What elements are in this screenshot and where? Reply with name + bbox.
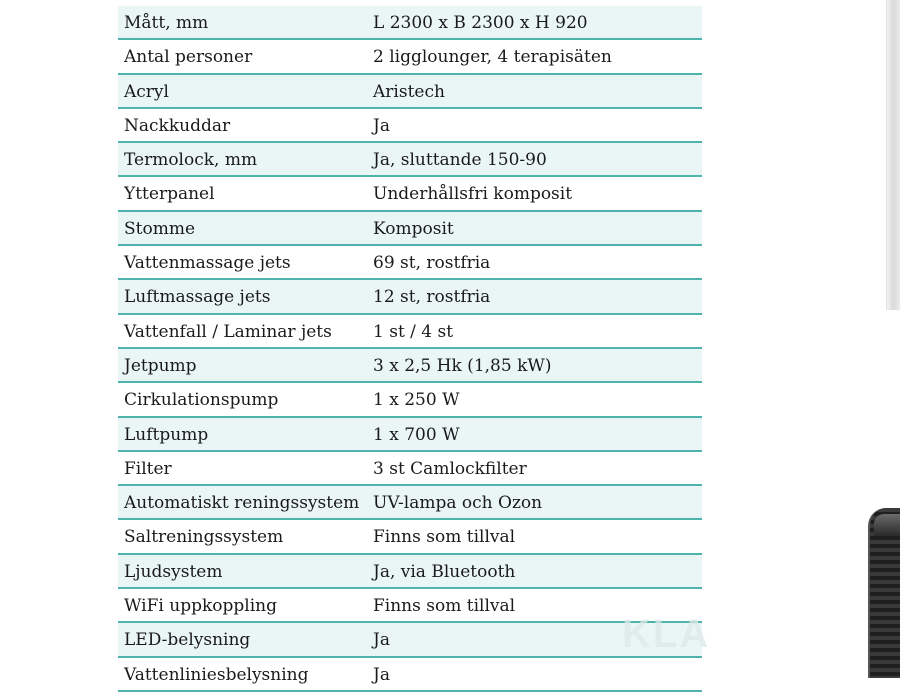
spec-value: 69 st, rostfria	[373, 253, 491, 274]
spec-label: Cirkulationspump	[124, 390, 279, 411]
spec-label: Stomme	[124, 218, 196, 239]
spec-row	[118, 280, 702, 314]
spec-row	[118, 520, 702, 554]
spec-row	[118, 383, 702, 417]
spec-label: Acryl	[124, 81, 169, 102]
spec-value: Finns som tillval	[373, 527, 516, 548]
spec-row	[118, 589, 702, 623]
spec-value: Finns som tillval	[373, 596, 516, 617]
spec-value: Ja	[373, 664, 390, 685]
spec-label: Nackkuddar	[124, 115, 231, 136]
spec-label: Antal personer	[124, 47, 253, 68]
spec-row	[118, 6, 702, 40]
product-photo-bottom-edge	[868, 508, 900, 678]
spec-value: Ja	[373, 630, 390, 651]
spec-value: Aristech	[373, 81, 445, 102]
spec-value: Komposit	[373, 218, 454, 239]
spec-row	[118, 75, 702, 109]
spec-row	[118, 40, 702, 74]
spec-row	[118, 109, 702, 143]
spec-row	[118, 486, 702, 520]
spec-value: UV-lampa och Ozon	[373, 493, 543, 514]
spec-label: WiFi uppkoppling	[124, 596, 277, 617]
spec-label: LED-belysning	[124, 630, 251, 651]
product-photo-lid	[874, 514, 900, 536]
spec-row	[118, 315, 702, 349]
watermark-logo: KLA	[622, 612, 711, 656]
spec-row	[118, 349, 702, 383]
spec-row	[118, 246, 702, 280]
spec-label: Ytterpanel	[124, 184, 215, 205]
spec-label: Ljudsystem	[124, 561, 223, 582]
spec-label: Termolock, mm	[124, 150, 258, 171]
spec-label: Luftpump	[124, 424, 209, 445]
spec-label: Saltreningssystem	[124, 527, 284, 548]
spec-row	[118, 418, 702, 452]
spec-value: Underhållsfri komposit	[373, 184, 573, 205]
spec-value: Ja, sluttande 150-90	[373, 150, 547, 171]
spec-label: Mått, mm	[124, 13, 209, 33]
spec-row	[118, 143, 702, 177]
spec-value: 1 x 250 W	[373, 390, 460, 411]
spec-row	[118, 212, 702, 246]
spec-label: Luftmassage jets	[124, 287, 271, 308]
spec-value: Ja	[373, 115, 390, 136]
spec-label: Jetpump	[124, 355, 197, 376]
spec-table	[118, 6, 702, 692]
spec-value: 1 x 700 W	[373, 424, 460, 445]
spec-label: Vattenmassage jets	[124, 253, 291, 274]
spec-label: Filter	[124, 458, 172, 479]
spec-label: Vattenliniesbelysning	[124, 664, 309, 685]
spec-value: 12 st, rostfria	[373, 287, 491, 308]
spec-row	[118, 177, 702, 211]
spec-row	[118, 555, 702, 589]
spec-value: 3 x 2,5 Hk (1,85 kW)	[373, 355, 552, 376]
spec-value: 3 st Camlockfilter	[373, 458, 527, 479]
spec-value: 1 st / 4 st	[373, 321, 454, 342]
spec-label: Automatiskt reningssystem	[124, 493, 360, 514]
spec-label: Vattenfall / Laminar jets	[124, 321, 332, 342]
spec-row	[118, 452, 702, 486]
spec-value: L 2300 x B 2300 x H 920	[373, 13, 588, 33]
spec-row	[118, 623, 702, 657]
spec-value: Ja, via Bluetooth	[373, 561, 516, 582]
product-photo-top-edge	[886, 0, 900, 310]
spec-value: 2 ligglounger, 4 terapisäten	[373, 47, 612, 68]
